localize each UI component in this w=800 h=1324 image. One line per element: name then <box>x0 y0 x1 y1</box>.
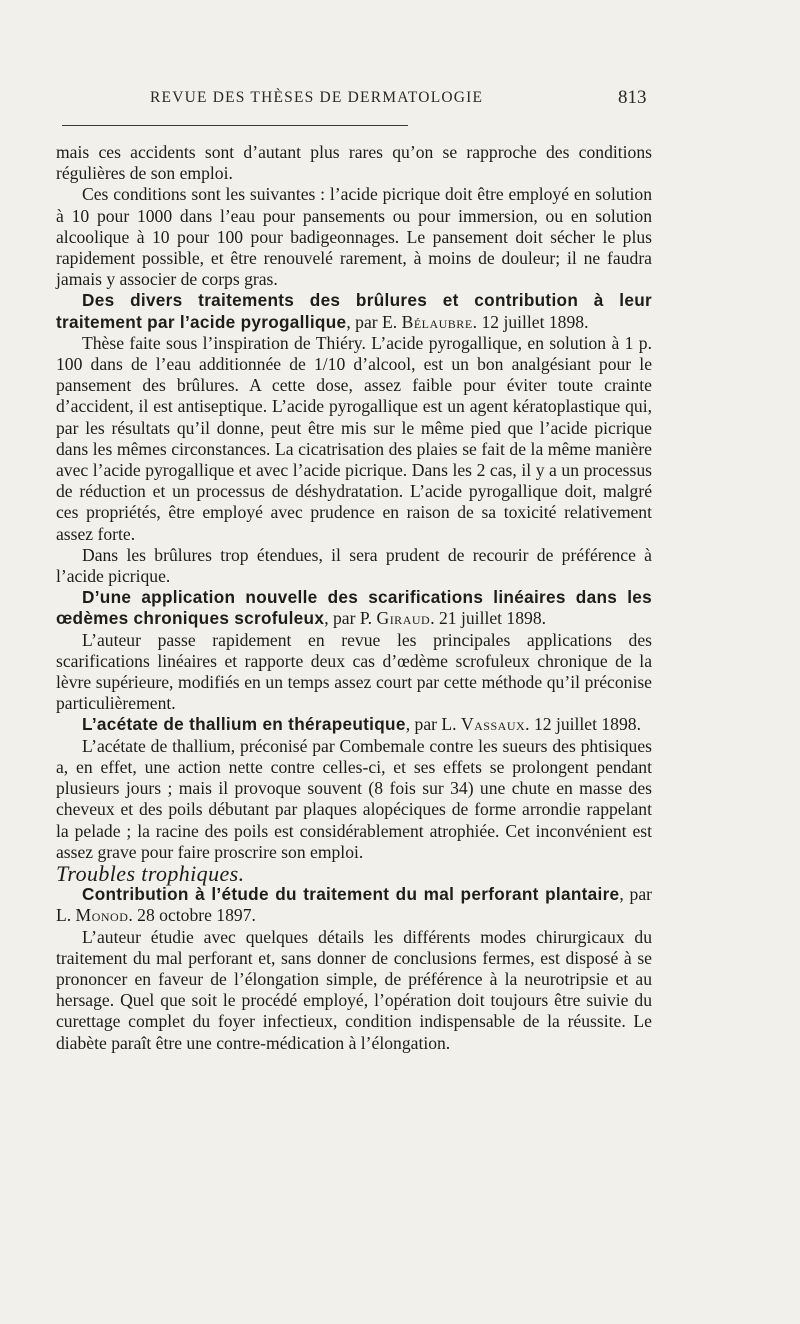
thesis-entry <box>56 290 652 332</box>
paragraph: L’acétate de thallium, préconisé par Combemale contre les sueurs des phtisiques a, en effet, une action nette contre celles-ci, et ses effets se prolongent pendant plusieurs jours ; mais il provoque souvent (8 fois sur 34) une chute en masse des cheveux et des poils débutant par plaques alopéciques de forme arrondie rappelant la pelade ; la racine des poils est considérablement atrophiée. Cet inconvénient est assez grave pour faire proscrire son emploi. <box>56 735 652 862</box>
entry-by: , par P. <box>324 608 377 629</box>
paragraph: mais ces accidents sont d’autant plus rares qu’on se rapproche des conditions régulières de son emploi. <box>56 142 652 184</box>
thesis-title: Des divers traitements des brûlures et contribution à leur traitement par l’acide pyrogallique <box>56 290 652 332</box>
paragraph: L’auteur passe rapidement en revue les principales applications des scarifications linéaires et rapporte deux cas d’œdème scrofuleux chronique de la lèvre supérieure, modifiés en un temps assez court par cette méthode qu’il préconise particulièrement. <box>56 629 652 714</box>
thesis-title: L’acétate de thallium en thérapeutique <box>82 714 406 735</box>
header-rule <box>62 125 408 126</box>
thesis-date: . 28 octobre 1897. <box>128 905 256 926</box>
thesis-title: Contribution à l’étude du traitement du mal perforant plantaire <box>82 884 620 905</box>
paragraph: Thèse faite sous l’inspiration de Thiéry. L’acide pyrogallique, en solution à 1 p. 100 dans de l’eau additionnée de 1/10 d’alcool, est un bon analgésiant pour le pansement des brûlures. A cette dose, assez faible pour éviter toute crainte d’accident, il est antiseptique. L’acide pyrogallique est un agent kératoplastique qui, par les résultats qu’il donne, peut être mis sur le même pied que l’acide picrique dans les mêmes circonstances. La cicatrisation des plaies se fait de la même manière avec l’acide pyrogallique et avec l’acide picrique. Dans les 2 cas, il y a un processus de réduction et un processus de déshydratation. L’acide pyrogallique doit, malgré ces propriétés, être employé avec prudence en raison de sa toxicité relativement assez forte. <box>56 332 652 544</box>
thesis-title: D’une application nouvelle des scarifications linéaires dans les œdèmes chroniques scrofuleux <box>56 587 652 629</box>
thesis-date: . 12 juillet 1898. <box>525 714 641 735</box>
thesis-author: Giraud <box>376 608 431 629</box>
section-title: Troubles trophiques. <box>56 860 245 886</box>
thesis-author: Vassaux <box>460 714 526 735</box>
running-title: REVUE DES THÈSES DE DERMATOLOGIE <box>150 89 484 106</box>
paragraph: Dans les brûlures trop étendues, il sera prudent de recourir de préférence à l’acide picrique. <box>56 544 652 587</box>
thesis-date: . 21 juillet 1898. <box>430 608 547 629</box>
paragraph: L’auteur étudie avec quelques détails les différents modes chirurgicaux du traitement du mal perforant et, sans donner de conclusions fermes, est disposé à se prononcer en faveur de l’élongation simple, de préférence à la neurotripsie et au hersage. Quel que soit le procédé employé, l’opération doit toujours être suivie du curettage complet du foyer infectieux, condition indispensable de la réussite. Le diabète paraît être une contre-médication à l’élongation. <box>56 926 652 1053</box>
paragraph: Ces conditions sont les suivantes : l’acide picrique doit être employé en solution à 10 pour 1000 dans l’eau pour pansements ou pour immersion, ou en solution alcoolique à 10 pour 100 pour badigeonnages. Le pansement doit sécher le plus rapidement possible, et être renouvelé rarement, à moins de douleur; il ne faudra jamais y associer de corps gras. <box>56 184 652 290</box>
thesis-entry <box>56 884 652 926</box>
entry-by: , par E. <box>346 311 402 332</box>
thesis-author: Monod <box>75 905 129 926</box>
thesis-date: . 12 juillet 1898. <box>472 311 589 332</box>
thesis-entry <box>56 714 652 735</box>
page-number: 813 <box>618 87 647 108</box>
entry-by: , par L. <box>405 714 461 735</box>
body-text <box>56 142 652 1054</box>
entry-by: , par L. <box>56 884 652 926</box>
thesis-entry <box>56 587 652 629</box>
thesis-author: Bélaubre <box>401 311 473 332</box>
